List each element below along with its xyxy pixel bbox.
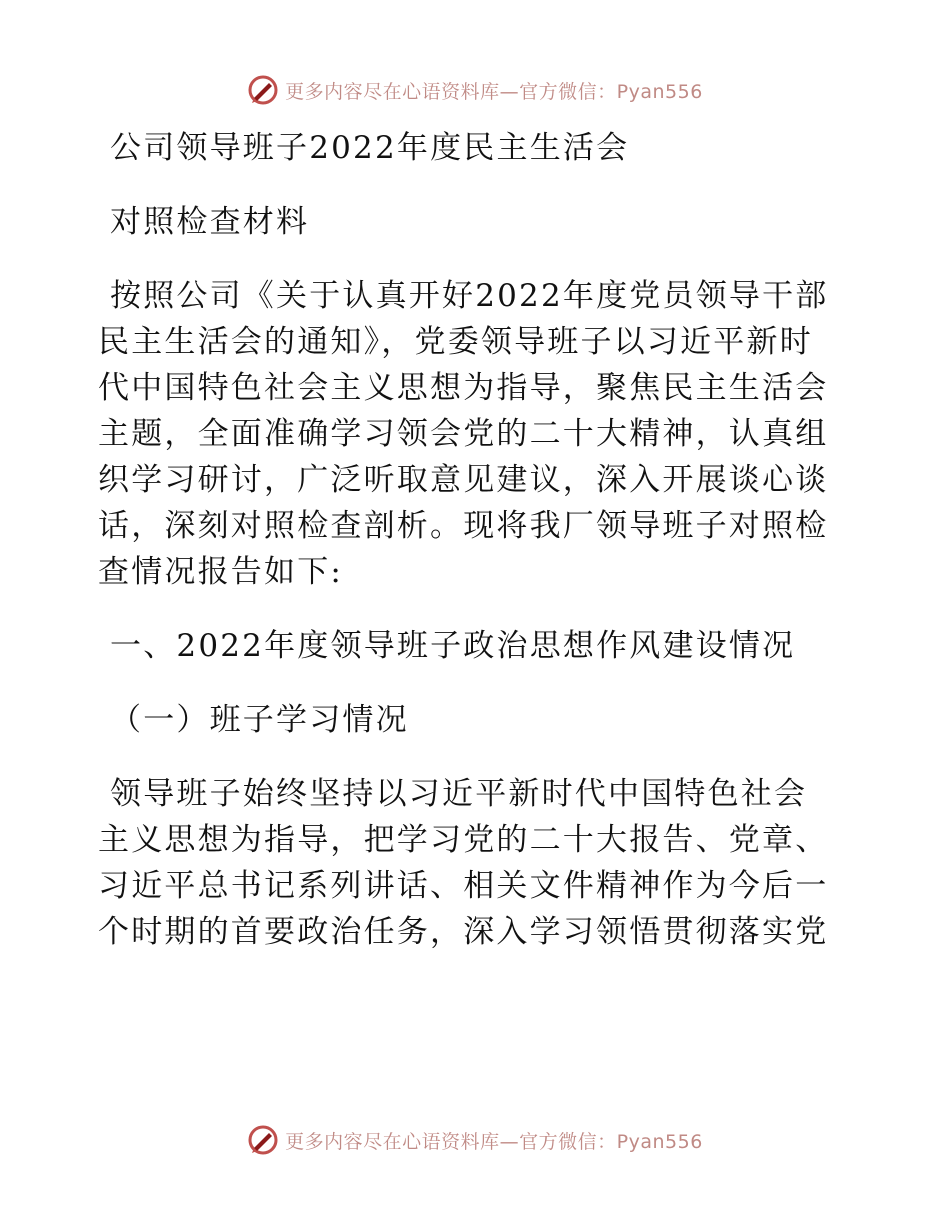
document-body [98, 125, 850, 983]
pen-circle-logo-icon [247, 1124, 279, 1156]
paragraph-line: 主题，全面准确学习领会党的二十大精神，认真组 [98, 416, 829, 452]
paragraph-line: 织学习研讨，广泛听取意见建议，深入开展谈心谈 [98, 462, 829, 498]
intro-paragraph [98, 273, 850, 595]
section-heading: 一、2022年度领导班子政治思想作风建设情况 [110, 628, 796, 664]
paragraph-line: 代中国特色社会主义思想为指导，聚焦民主生活会 [98, 370, 829, 406]
paragraph-line: 话，深刻对照检查剖析。现将我厂领导班子对照检 [98, 508, 829, 544]
body-paragraph [98, 771, 850, 955]
document-title: 公司领导班子2022年度民主生活会 [110, 130, 630, 166]
paragraph-line: 查情况报告如下: [98, 554, 344, 590]
document-subtitle: 对照检查材料 [110, 204, 310, 240]
watermark-text: 更多内容尽在心语资料库—官方微信：Pyan556 [285, 1130, 703, 1153]
paragraph-line: 个时期的首要政治任务，深入学习领悟贯彻落实党 [98, 914, 829, 950]
watermark-text: 更多内容尽在心语资料库—官方微信：Pyan556 [285, 80, 703, 103]
paragraph-line: 民主生活会的通知》，党委领导班子以习近平新时 [98, 324, 813, 360]
paragraph-line: 按照公司《关于认真开好2022年度党员领导干部 [110, 278, 829, 314]
pen-circle-logo-icon [247, 74, 279, 106]
paragraph-line: 领导班子始终坚持以习近平新时代中国特色社会 [110, 776, 808, 812]
watermark-banner-top [0, 70, 950, 110]
watermark-banner-bottom [0, 1120, 950, 1160]
paragraph-line: 主义思想为指导，把学习党的二十大报告、党章、 [98, 822, 829, 858]
paragraph-line: 习近平总书记系列讲话、相关文件精神作为今后一 [98, 868, 829, 904]
subsection-heading: （一）班子学习情况 [110, 702, 409, 738]
